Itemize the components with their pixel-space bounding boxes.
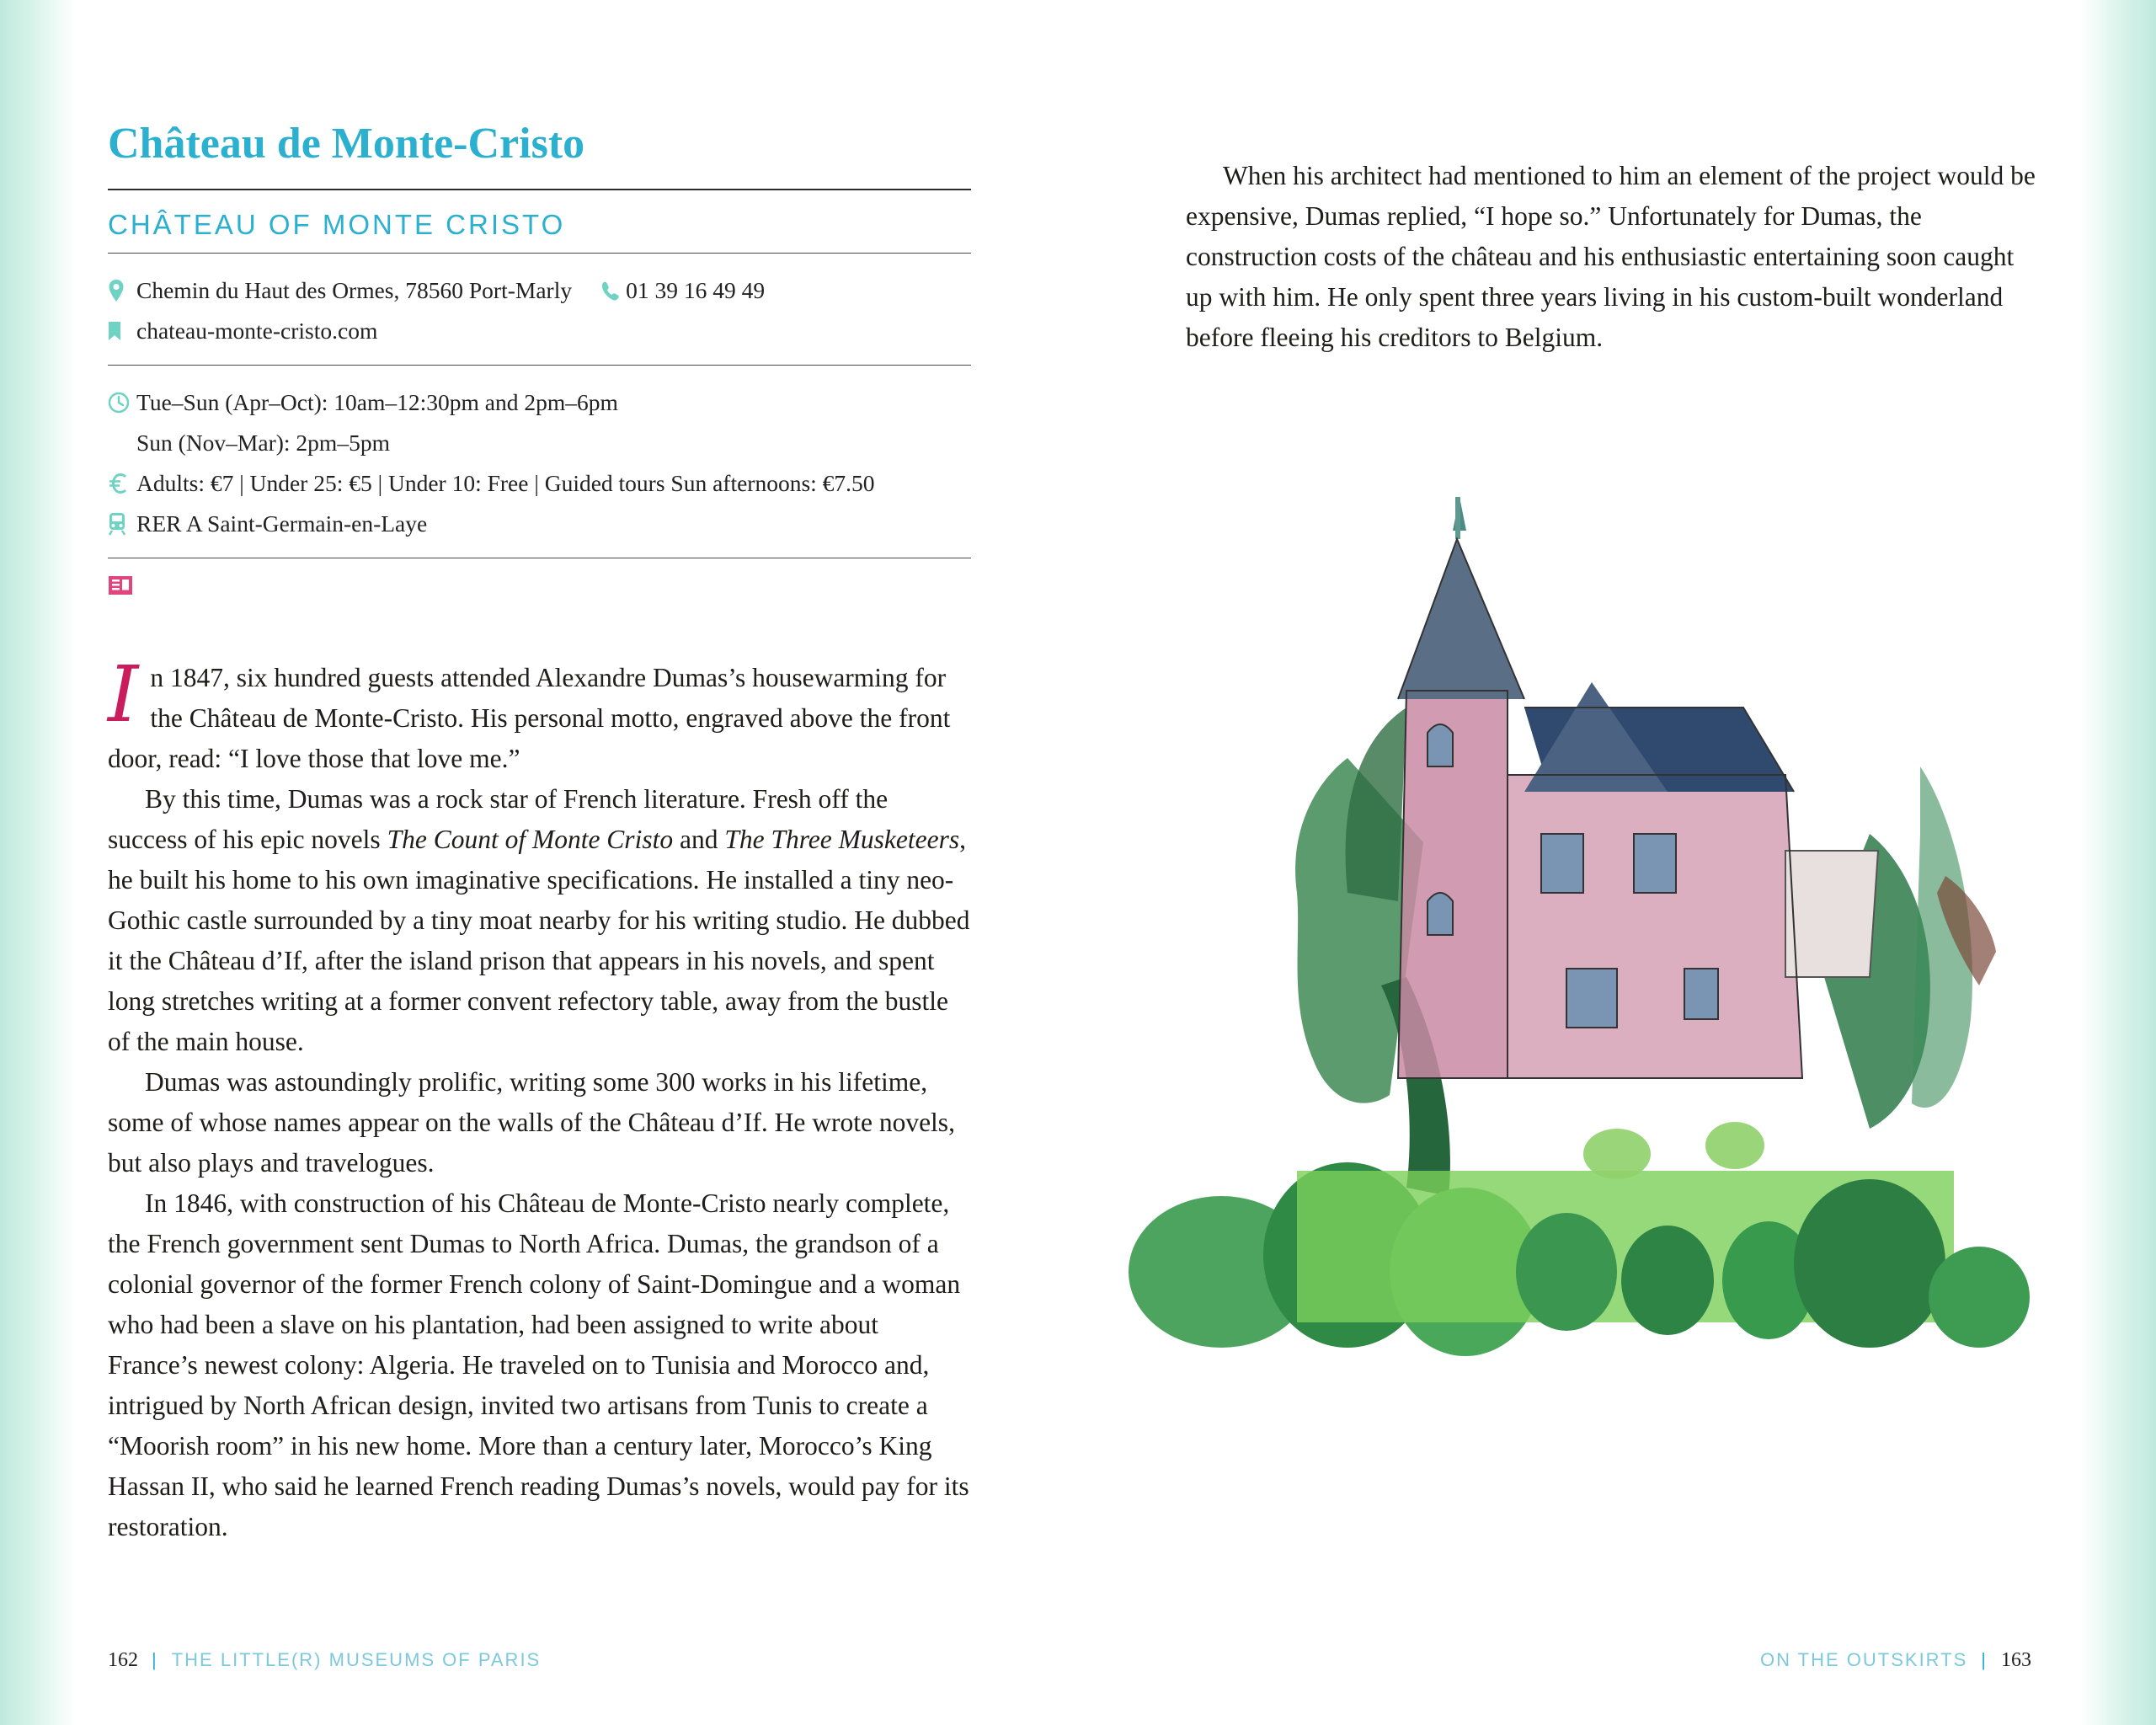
book-title: The Three Musketeers bbox=[724, 825, 960, 855]
address: Chemin du Haut des Ormes, 78560 Port-Marly bbox=[136, 277, 573, 304]
right-body bbox=[1186, 156, 2045, 358]
address-row bbox=[108, 270, 971, 311]
paragraph-3: Dumas was astoundingly prolific, writing some 300 works in his lifetime, some of whose names appear on the walls of the Château d’If. He wrote novels, but also plays and travelogues. bbox=[108, 1067, 955, 1178]
paragraph-4: In 1846, with construction of his Château de Monte-Cristo nearly complete, the French government sent Dumas to North Africa. Dumas, the grandson of a colonial governor of the former French colony of Saint-Domingue and a woman who had been a slave on his plantation, had been assigned to write about France’s newest colony: Algeria. He traveled on to Tunisia and Morocco and, intrigued by North African design, invited two artisans from Tunis to create a “Moorish room” in his new home. More than a century later, Morocco’s King Hassan II, who said he learned French reading Dumas’s novels, would pay for its restoration. bbox=[108, 1188, 969, 1542]
website-link[interactable]: chateau-monte-cristo.com bbox=[136, 318, 378, 344]
footer-separator: | bbox=[152, 1649, 158, 1670]
clock-icon bbox=[108, 392, 136, 414]
footer-left bbox=[108, 1649, 541, 1672]
book-title: The Count of Monte Cristo bbox=[387, 825, 674, 855]
page-title: Château de Monte-Cristo bbox=[108, 120, 585, 168]
transit-row bbox=[108, 504, 971, 544]
phone-group bbox=[600, 270, 765, 311]
page-number-left: 162 bbox=[108, 1649, 138, 1671]
page-number-right: 163 bbox=[2001, 1649, 2031, 1671]
drop-cap: I bbox=[108, 649, 139, 740]
train-icon bbox=[108, 512, 136, 536]
left-edge-watercolor bbox=[0, 0, 76, 1725]
footer-separator: | bbox=[1981, 1649, 1988, 1670]
phone-icon bbox=[600, 280, 626, 301]
phone-number[interactable]: 01 39 16 49 49 bbox=[626, 277, 766, 304]
paragraph-2: By this time, Dumas was a rock star of French literature. Fresh off the success of his epic novels The Count of Monte Cristo and The Three Musketeers, he built his home to his own imaginative specifications. He installed a tiny neo-Gothic castle surrounded by a tiny moat nearby for his writing studio. He dubbed it the Château d’If, after the island prison that appears in his novels, and spent long stretches writing at a former convent refectory table, away from the bustle of the main house. bbox=[108, 784, 970, 1057]
bookmark-icon bbox=[108, 321, 136, 341]
guidebook-icon bbox=[108, 575, 971, 599]
hours-row-1 bbox=[108, 382, 971, 423]
hours-row-2 bbox=[108, 423, 971, 463]
prices-row bbox=[108, 463, 971, 504]
hours-line-2: Sun (Nov–Mar): 2pm–5pm bbox=[136, 430, 390, 457]
subtitle: CHÂTEAU OF MONTE CRISTO bbox=[108, 209, 566, 241]
paragraph-1: In 1847, six hundred guests attended Alexandre Dumas’s housewarming for the Château de Monte-Cristo. His personal motto, engraved above the front door, read: “I love those that love me.” bbox=[108, 649, 951, 774]
transit: RER A Saint-Germain-en-Laye bbox=[136, 510, 428, 537]
chateau-watercolor-illustration bbox=[1129, 497, 2047, 1390]
hours-line-1: Tue–Sun (Apr–Oct): 10am–12:30pm and 2pm–6pm bbox=[136, 389, 618, 416]
right-paragraph-1: When his architect had mentioned to him an element of the project would be expensive, Dumas replied, “I hope so.” Unfortunately for Dumas, the construction costs of the château and his enthusiastic entertaining soon caught up with him. He only spent three years living in his custom-built wonderland before fleeing his creditors to Belgium. bbox=[1186, 161, 2036, 352]
section-title-footer: ON THE OUTSKIRTS bbox=[1759, 1649, 1968, 1670]
location-pin-icon bbox=[108, 279, 136, 302]
prices: Adults: €7 | Under 25: €5 | Under 10: Free | Guided tours Sun afternoons: €7.50 bbox=[136, 470, 875, 497]
right-page bbox=[1186, 156, 2045, 358]
footer-right bbox=[1760, 1649, 2031, 1672]
right-edge-watercolor bbox=[2080, 0, 2156, 1725]
euro-icon bbox=[108, 473, 136, 494]
contact-block bbox=[108, 254, 971, 365]
visit-info-block bbox=[108, 366, 971, 558]
book-title-footer: THE LITTLE(R) MUSEUMS OF PARIS bbox=[171, 1649, 542, 1670]
left-page bbox=[108, 118, 971, 1547]
website-row bbox=[108, 311, 971, 351]
article-body bbox=[108, 649, 971, 1547]
